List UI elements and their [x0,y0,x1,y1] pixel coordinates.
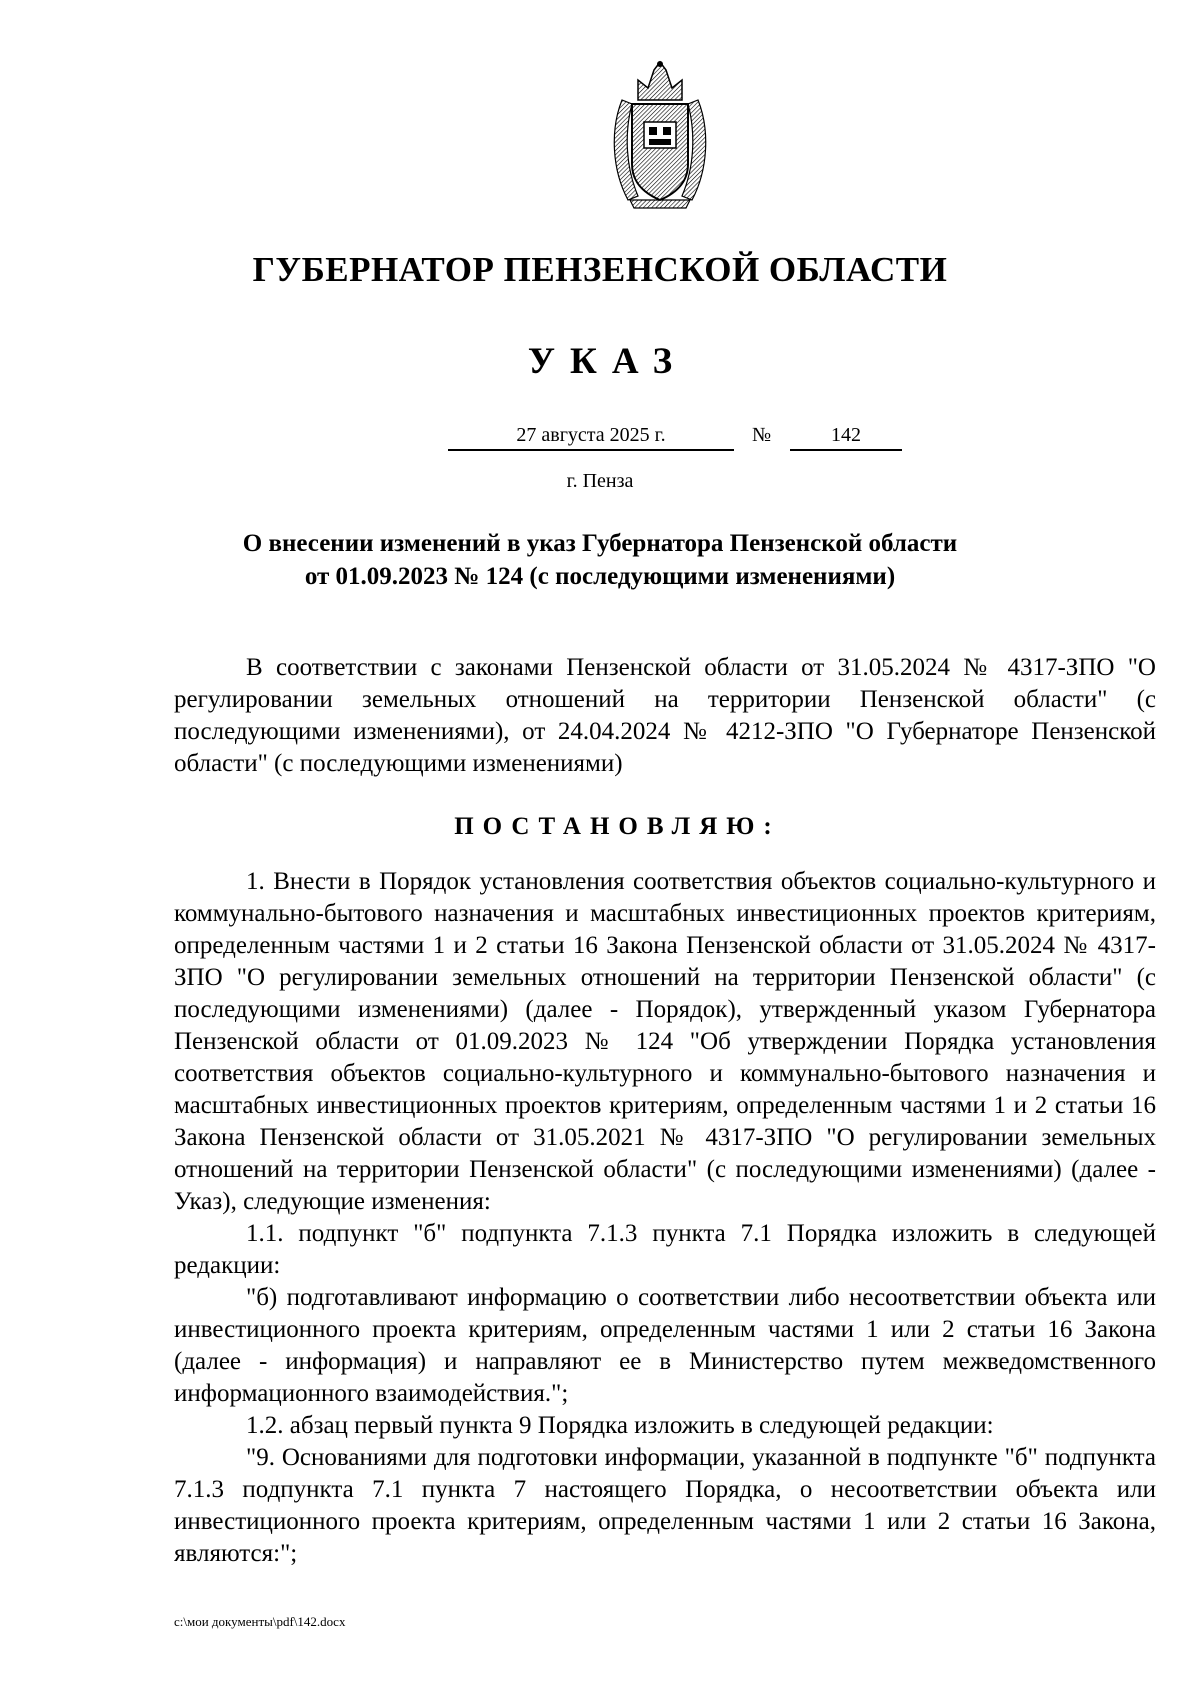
preamble [174,652,1156,780]
subject-line-2: от 01.09.2023 № 124 (с последующими изменениями) [304,563,896,590]
decree-number: 142 [790,424,902,451]
number-sign: № [752,424,772,446]
doc-type-title: УКАЗ [527,341,688,382]
document-subject [150,527,1050,593]
paragraph-1-2-text: "9. Основаниями для подготовки информации, указанной в подпункте "б" подпункта 7.1.3 подпункта 7.1 пункта 7 настоящего Порядка, о несоответствии объекта или инвестиционного проекта критериям, определенным частями 1 или 2 статьи 16 Закона, являются:"; [174,1444,1156,1567]
org-title: ГУБЕРНАТОР ПЕНЗЕНСКОЙ ОБЛАСТИ [252,250,948,289]
paragraph-1-1-text: "б) подготавливают информацию о соответствии либо несоответствии объекта или инвестиционного проекта критериям, определенным частями 1 или 2 статьи 16 Закона (далее - информация) и направляют ее в Министерство путем межведомственного информационного взаимодействия."; [174,1284,1156,1407]
coat-of-arms-emblem [608,60,712,210]
paragraph-1: 1. Внести в Порядок установления соответствия объектов социально-культурного и коммунально-бытового назначения и масштабных инвестиционных проектов критериям, определенным частями 1 и 2 статьи 16 Закона Пензенской области от 31.05.2024 № 4317-ЗПО "О регулировании земельных отношений на территории Пензенской области" (с последующими изменениями) (далее - Порядок), утвержденный указом Губернатора Пензенской области от 01.09.2023 № 124 "Об утверждении Порядка установления соответствия объектов социально-культурного и коммунально-бытового назначения и масштабных инвестиционных проектов критериям, определенным частями 1 и 2 статьи 16 Закона Пензенской области от 31.05.2021 № 4317-ЗПО "О регулировании земельных отношений на территории Пензенской области" (с последующими изменениями) (далее - Указ), следующие изменения: [174,868,1156,1215]
paragraph-1-2: 1.2. абзац первый пункта 9 Порядка изложить в следующей редакции: [246,1412,994,1439]
subject-line-1: О внесении изменений в указ Губернатора Пензенской области [242,530,958,557]
footer-file-path: c:\мои документы\pdf\142.docx [174,1614,346,1629]
city: г. Пенза [566,470,634,492]
paragraph-1-1: 1.1. подпункт "б" подпункта 7.1.3 пункта 7.1 Порядка изложить в следующей редакции: [174,1220,1156,1279]
decree-word: ПОСТАНОВЛЯЮ: [454,813,781,840]
decree-body [174,866,1156,1570]
preamble-paragraph: В соответствии с законами Пензенской области от 31.05.2024 № 4317-ЗПО "О регулировании земельных отношений на территории Пензенской области" (с последующими изменениями), от 24.04.2024 № 4212-ЗПО "О Губернаторе Пензенской области" (с последующими изменениями) [174,654,1156,777]
decree-date: 27 августа 2025 г. [448,424,734,451]
